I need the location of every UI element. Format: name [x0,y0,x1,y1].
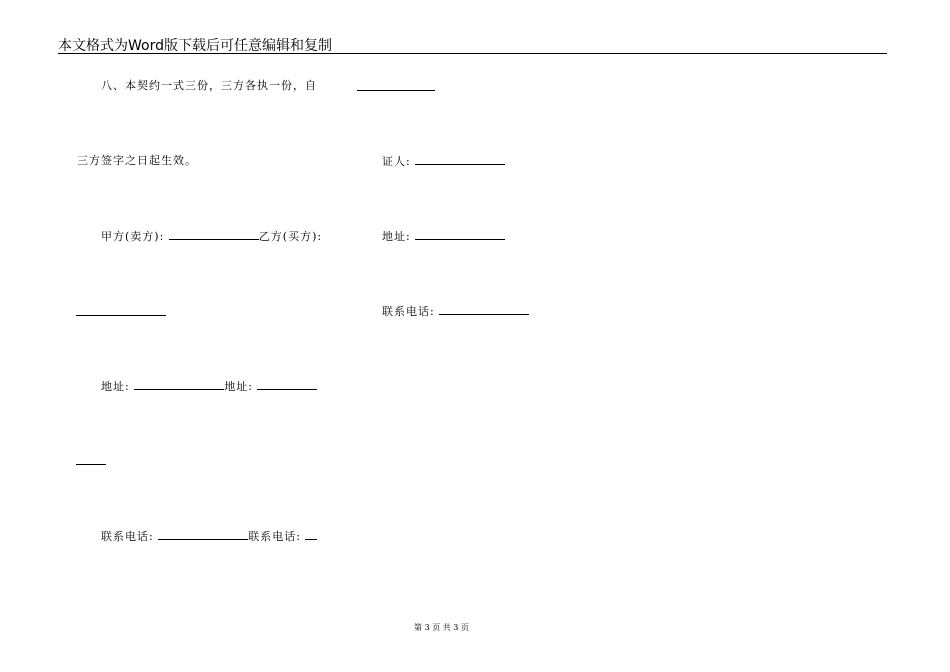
effective-text: 三方签字之日起生效。 [77,154,197,167]
party-b-blank [76,315,166,316]
witness-blank [415,154,505,165]
witness-address-blank [415,229,505,240]
phone-label-b: 联系电话: [248,530,301,543]
header-divider [58,53,887,54]
phone-line [101,529,317,544]
address-line [101,379,317,394]
party-a-label: 甲方(卖方): [101,230,165,243]
phone-a-blank [158,529,248,540]
address-b-blank [257,379,317,390]
effective-date-blank [357,90,435,91]
clause-8-text: 八、本契约一式三份，三方各执一份，自 [101,79,317,92]
address-label-a: 地址: [101,380,130,393]
phone-label-a: 联系电话: [101,530,154,543]
witness-line [382,154,505,169]
party-line [101,229,322,244]
effective-line [77,154,197,168]
witness-address-line [382,229,505,244]
clause-8-line [101,79,317,93]
witness-phone-blank [439,304,529,315]
document-header-title: 本文格式为Word版下载后可任意编辑和复制 [58,38,332,54]
witness-label: 证人: [382,155,411,168]
page-number-footer: 第 3 页 共 3 页 [414,623,469,632]
address-a-blank [134,379,224,390]
witness-phone-line [382,304,529,319]
witness-address-label: 地址: [382,230,411,243]
address-label-b: 地址: [224,380,253,393]
phone-b-blank [305,529,317,540]
witness-phone-label: 联系电话: [382,305,435,318]
address-b-blank-continued [76,464,106,465]
party-a-blank [169,229,259,240]
party-b-label: 乙方(买方): [258,230,323,243]
